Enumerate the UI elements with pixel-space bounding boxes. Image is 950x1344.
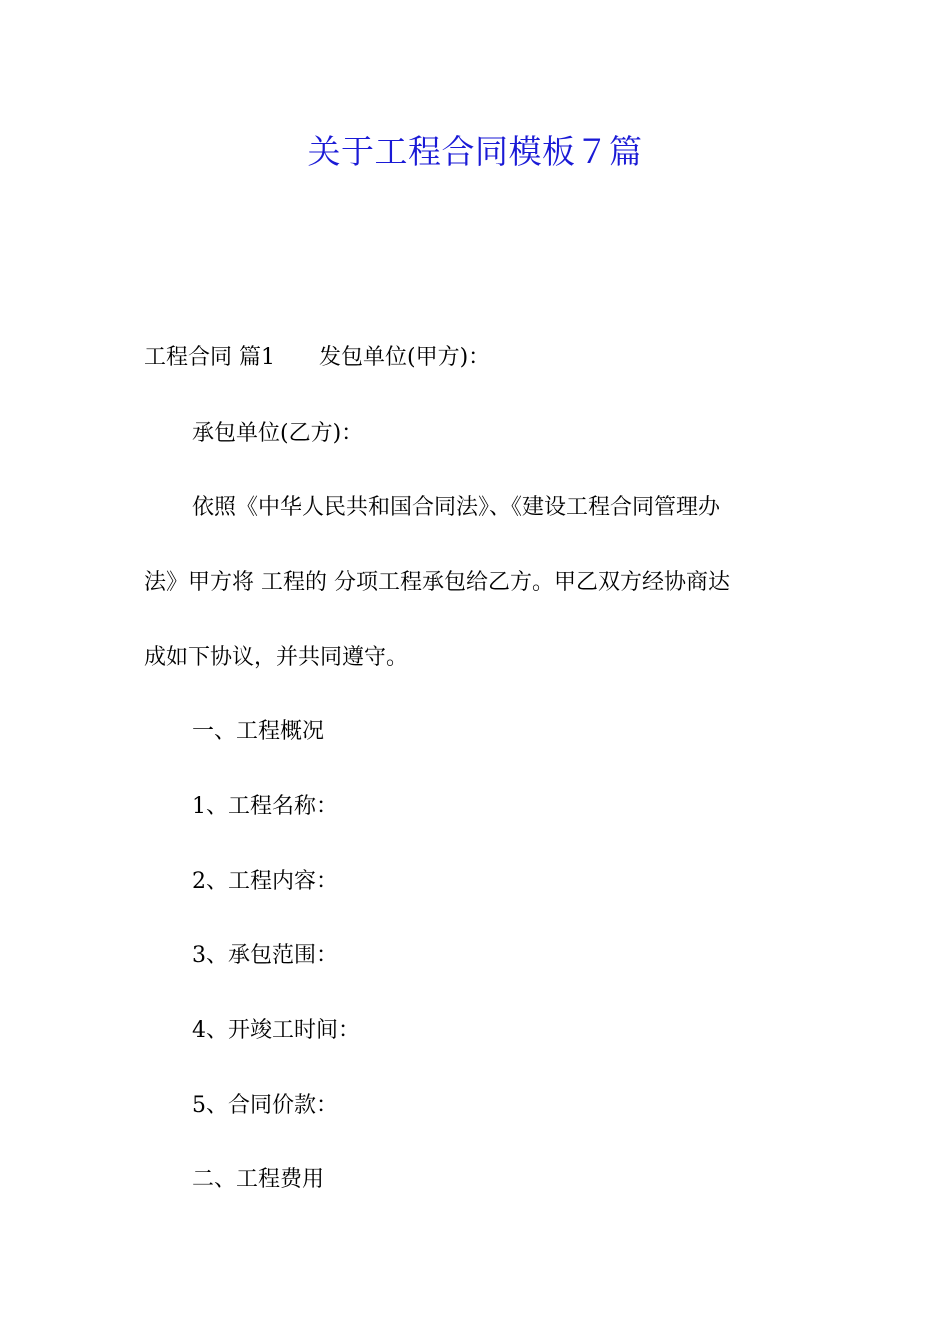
paragraph-line-2: 法》甲方将 工程的 分项工程承包给乙方。甲乙双方经协商达	[144, 570, 730, 595]
section-heading-overview: 一、工程概况	[192, 719, 325, 744]
party-a-label: 发包单位(甲方)：	[319, 345, 491, 370]
paragraph-line-1: 依照《中华人民共和国合同法》、《建设工程合同管理办	[192, 495, 721, 520]
list-item: 5、合同价款：	[192, 1093, 338, 1118]
contract-heading-line	[144, 340, 810, 376]
list-item: 4、开竣工时间：	[192, 1018, 360, 1043]
list-item: 3、承包范围：	[192, 943, 338, 968]
section-heading-costs: 二、工程费用	[192, 1167, 325, 1192]
list-item: 1、工程名称：	[192, 794, 338, 819]
document-title: 关于工程合同模板７篇	[307, 132, 643, 171]
party-b-label: 承包单位(乙方)：	[192, 421, 364, 446]
list-item: 2、工程内容：	[192, 869, 338, 894]
paragraph-line-3: 成如下协议，并共同遵守。	[144, 645, 409, 670]
contract-heading-label: 工程合同 篇1	[144, 345, 275, 370]
